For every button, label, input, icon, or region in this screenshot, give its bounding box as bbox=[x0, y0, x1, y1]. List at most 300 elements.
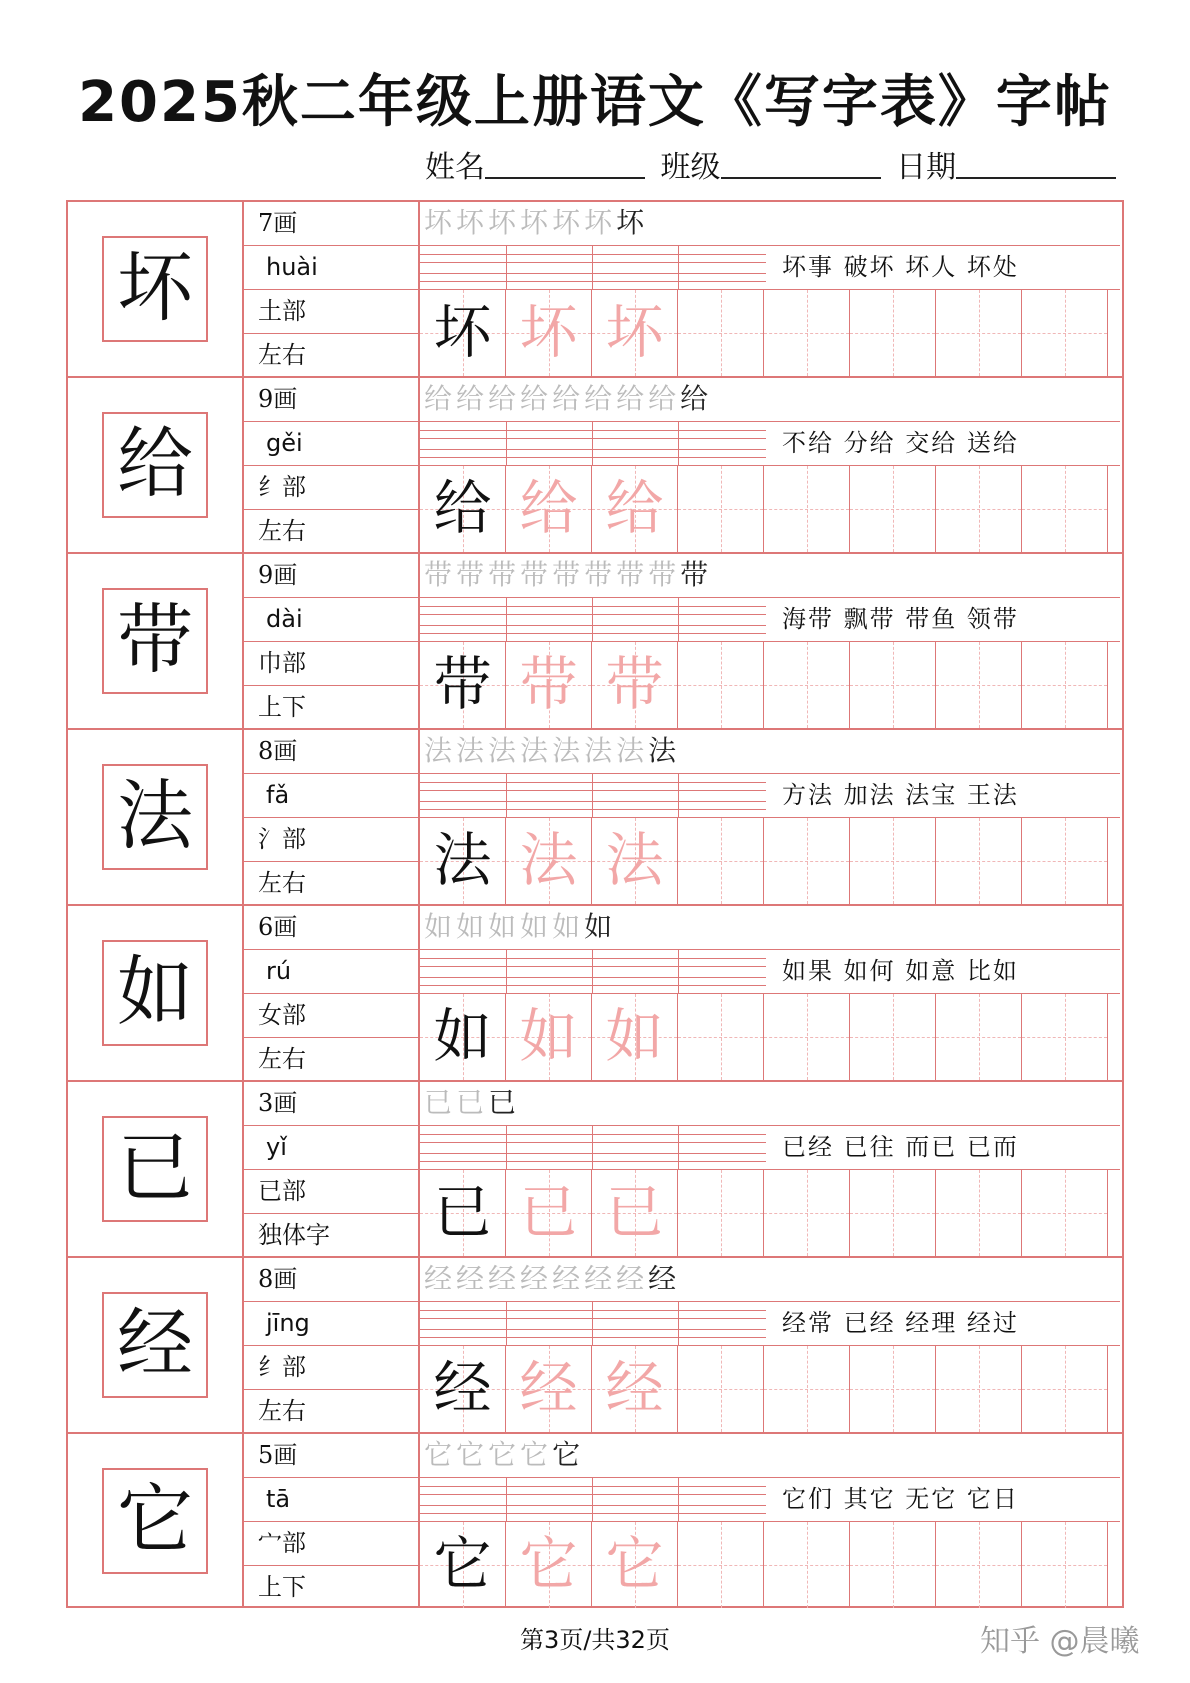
rule-divider bbox=[592, 246, 593, 289]
trace-character: 它 bbox=[605, 1530, 664, 1598]
stroke-order-step: 它 bbox=[488, 1438, 521, 1471]
trace-character: 经 bbox=[605, 1354, 664, 1422]
example-character: 法 bbox=[433, 826, 492, 894]
practice-cell[interactable] bbox=[420, 642, 506, 728]
model-cell bbox=[68, 1082, 244, 1256]
character-info bbox=[244, 1082, 420, 1256]
word-examples: 不给 分给 交给 送给 bbox=[766, 422, 1120, 466]
rule-line bbox=[420, 1153, 766, 1154]
model-character: 坏 bbox=[102, 236, 208, 342]
rule-divider bbox=[678, 1478, 679, 1521]
practice-grid bbox=[420, 290, 1120, 376]
practice-cell[interactable] bbox=[850, 466, 936, 552]
stroke-order bbox=[420, 1258, 1120, 1302]
rule-line bbox=[420, 1161, 766, 1162]
stroke-order-step: 它 bbox=[552, 1438, 585, 1471]
pinyin-writing-lines[interactable] bbox=[420, 1302, 766, 1346]
pinyin-writing-lines[interactable] bbox=[420, 598, 766, 642]
practice-cell[interactable] bbox=[592, 818, 678, 904]
pinyin-writing-lines[interactable] bbox=[420, 422, 766, 466]
character-info bbox=[244, 378, 420, 552]
stroke-count: 6画 bbox=[244, 906, 418, 950]
practice-cell[interactable] bbox=[506, 994, 592, 1080]
stroke-count: 9画 bbox=[244, 554, 418, 598]
rule-line bbox=[420, 790, 766, 791]
pinyin: fǎ bbox=[244, 774, 418, 818]
practice-grid bbox=[420, 642, 1120, 728]
practice-cell[interactable] bbox=[850, 642, 936, 728]
character-info bbox=[244, 202, 420, 376]
rule-divider bbox=[592, 774, 593, 817]
page-number: 第3页/共32页 bbox=[520, 1626, 670, 1654]
model-character: 带 bbox=[102, 588, 208, 694]
stroke-order bbox=[420, 730, 1120, 774]
practice-cell[interactable] bbox=[1022, 1170, 1108, 1256]
stroke-order-step: 法 bbox=[488, 734, 521, 767]
stroke-order-step: 经 bbox=[520, 1262, 553, 1295]
practice-cell[interactable] bbox=[420, 466, 506, 552]
trace-character: 坏 bbox=[519, 298, 578, 366]
practice-cell[interactable] bbox=[850, 290, 936, 376]
rule-divider bbox=[592, 950, 593, 993]
rule-line bbox=[420, 1310, 766, 1311]
pinyin-writing-lines[interactable] bbox=[420, 950, 766, 994]
practice-cell[interactable] bbox=[592, 642, 678, 728]
rule-line bbox=[420, 1494, 766, 1495]
page-title: 2025秋二年级上册语文《写字表》字帖 bbox=[78, 70, 1112, 135]
stroke-order-step: 给 bbox=[584, 382, 617, 415]
stroke-order-step: 如 bbox=[584, 910, 617, 943]
stroke-order-step: 经 bbox=[488, 1262, 521, 1295]
rule-line bbox=[420, 1505, 766, 1506]
stroke-order-step: 如 bbox=[424, 910, 457, 943]
name-blank[interactable] bbox=[485, 149, 645, 179]
rule-line bbox=[420, 449, 766, 450]
rule-divider bbox=[678, 246, 679, 289]
rule-line bbox=[420, 273, 766, 274]
stroke-order-step: 经 bbox=[456, 1262, 489, 1295]
pinyin: dài bbox=[244, 598, 418, 642]
rule-divider bbox=[506, 246, 507, 289]
rule-divider bbox=[592, 422, 593, 465]
pinyin: tā bbox=[244, 1478, 418, 1522]
rule-line bbox=[420, 281, 766, 282]
pinyin-writing-lines[interactable] bbox=[420, 246, 766, 290]
model-character: 给 bbox=[102, 412, 208, 518]
rule-line bbox=[420, 809, 766, 810]
character-row bbox=[68, 554, 1122, 730]
stroke-order-step: 给 bbox=[648, 382, 681, 415]
rule-line bbox=[420, 958, 766, 959]
model-character: 经 bbox=[102, 1292, 208, 1398]
structure: 左右 bbox=[258, 517, 306, 545]
word-examples: 如果 如何 如意 比如 bbox=[766, 950, 1120, 994]
stroke-order-step: 如 bbox=[520, 910, 553, 943]
rule-line bbox=[420, 614, 766, 615]
practice-cell[interactable] bbox=[936, 1346, 1022, 1432]
practice-cell[interactable] bbox=[936, 1522, 1022, 1608]
character-row bbox=[68, 1434, 1122, 1610]
character-row bbox=[68, 1258, 1122, 1434]
rule-line bbox=[420, 438, 766, 439]
structure: 左右 bbox=[258, 1045, 306, 1073]
stroke-order bbox=[420, 906, 1120, 950]
model-character: 法 bbox=[102, 764, 208, 870]
rule-line bbox=[420, 1513, 766, 1514]
trace-character: 已 bbox=[605, 1178, 664, 1246]
practice-cell[interactable] bbox=[764, 290, 850, 376]
practice-cell[interactable] bbox=[592, 290, 678, 376]
stroke-order-step: 带 bbox=[488, 558, 521, 591]
trace-character: 如 bbox=[605, 1002, 664, 1070]
practice-cell[interactable] bbox=[850, 818, 936, 904]
rule-line bbox=[420, 966, 766, 967]
stroke-order-step: 它 bbox=[520, 1438, 553, 1471]
stroke-order-step: 坏 bbox=[616, 206, 649, 239]
practice-cell[interactable] bbox=[678, 1170, 764, 1256]
rule-divider bbox=[592, 1126, 593, 1169]
model-cell bbox=[68, 1258, 244, 1432]
practice-cell[interactable] bbox=[420, 290, 506, 376]
rule-divider bbox=[506, 1478, 507, 1521]
word-examples: 已经 已往 而已 已而 bbox=[766, 1126, 1120, 1170]
practice-cell[interactable] bbox=[764, 1346, 850, 1432]
stroke-order-step: 已 bbox=[456, 1086, 489, 1119]
pinyin-writing-lines[interactable] bbox=[420, 1478, 766, 1522]
pinyin: gěi bbox=[244, 422, 418, 466]
trace-character: 法 bbox=[605, 826, 664, 894]
stroke-order-step: 经 bbox=[616, 1262, 649, 1295]
stroke-order-step: 法 bbox=[648, 734, 681, 767]
practice-cell[interactable] bbox=[764, 994, 850, 1080]
practice-cell[interactable] bbox=[936, 290, 1022, 376]
practice-cell[interactable] bbox=[850, 1170, 936, 1256]
practice-cell[interactable] bbox=[1022, 290, 1108, 376]
stroke-order-step: 已 bbox=[424, 1086, 457, 1119]
rule-line bbox=[420, 606, 766, 607]
practice-cell[interactable] bbox=[850, 1346, 936, 1432]
stroke-order-step: 带 bbox=[616, 558, 649, 591]
stroke-order-step: 如 bbox=[488, 910, 521, 943]
practice-cell[interactable] bbox=[1022, 642, 1108, 728]
rule-divider bbox=[506, 422, 507, 465]
date-blank[interactable] bbox=[956, 149, 1116, 179]
rule-divider bbox=[678, 1126, 679, 1169]
model-cell bbox=[68, 906, 244, 1080]
stroke-order-step: 已 bbox=[488, 1086, 521, 1119]
practice-cell[interactable] bbox=[506, 466, 592, 552]
practice-cell[interactable] bbox=[764, 1170, 850, 1256]
character-info bbox=[244, 554, 420, 728]
stroke-order-step: 法 bbox=[424, 734, 457, 767]
trace-character: 已 bbox=[519, 1178, 578, 1246]
stroke-order bbox=[420, 1434, 1120, 1478]
class-blank[interactable] bbox=[721, 149, 881, 179]
stroke-order-step: 坏 bbox=[584, 206, 617, 239]
character-info bbox=[244, 1258, 420, 1432]
practice-grid bbox=[420, 994, 1120, 1080]
stroke-order-step: 坏 bbox=[520, 206, 553, 239]
rule-divider bbox=[678, 598, 679, 641]
stroke-order-step: 经 bbox=[584, 1262, 617, 1295]
stroke-order-step: 带 bbox=[648, 558, 681, 591]
model-cell bbox=[68, 202, 244, 376]
class-label: 班级 bbox=[660, 150, 721, 185]
word-examples: 坏事 破坏 坏人 坏处 bbox=[766, 246, 1120, 290]
rule-divider bbox=[592, 1478, 593, 1521]
stroke-count: 3画 bbox=[244, 1082, 418, 1126]
radical: 女部 bbox=[244, 994, 418, 1038]
pinyin: jīng bbox=[244, 1302, 418, 1346]
practice-cell[interactable] bbox=[592, 1346, 678, 1432]
practice-cell[interactable] bbox=[506, 290, 592, 376]
practice-cell[interactable] bbox=[678, 994, 764, 1080]
rule-divider bbox=[678, 1302, 679, 1345]
date-label: 日期 bbox=[896, 150, 957, 185]
rule-line bbox=[420, 985, 766, 986]
practice-cell[interactable] bbox=[592, 466, 678, 552]
character-info bbox=[244, 906, 420, 1080]
student-info bbox=[425, 142, 1122, 186]
practice-cell[interactable] bbox=[678, 1522, 764, 1608]
practice-cell[interactable] bbox=[506, 1522, 592, 1608]
stroke-order-step: 经 bbox=[552, 1262, 585, 1295]
example-character: 如 bbox=[433, 1002, 492, 1070]
practice-cell[interactable] bbox=[506, 1170, 592, 1256]
practice-cell[interactable] bbox=[678, 1346, 764, 1432]
example-character: 坏 bbox=[433, 298, 492, 366]
rule-line bbox=[420, 430, 766, 431]
rule-divider bbox=[678, 950, 679, 993]
rule-line bbox=[420, 977, 766, 978]
practice-cell[interactable] bbox=[764, 818, 850, 904]
rule-divider bbox=[506, 1126, 507, 1169]
pinyin-writing-lines[interactable] bbox=[420, 774, 766, 818]
practice-grid bbox=[420, 1346, 1120, 1432]
practice-grid bbox=[420, 1522, 1120, 1608]
stroke-order-step: 法 bbox=[616, 734, 649, 767]
rule-line bbox=[420, 1142, 766, 1143]
rule-line bbox=[420, 1134, 766, 1135]
stroke-order-step: 给 bbox=[680, 382, 713, 415]
practice-grid bbox=[420, 818, 1120, 904]
stroke-order-step: 法 bbox=[584, 734, 617, 767]
stroke-order-step: 坏 bbox=[424, 206, 457, 239]
rule-line bbox=[420, 782, 766, 783]
radical: 巾部 bbox=[244, 642, 418, 686]
practice-cell[interactable] bbox=[420, 818, 506, 904]
practice-cell[interactable] bbox=[764, 642, 850, 728]
practice-cell[interactable] bbox=[764, 1522, 850, 1608]
structure: 左右 bbox=[258, 869, 306, 897]
rule-line bbox=[420, 1337, 766, 1338]
stroke-order-step: 坏 bbox=[488, 206, 521, 239]
rule-divider bbox=[678, 422, 679, 465]
structure: 左右 bbox=[258, 1397, 306, 1425]
stroke-order-step: 给 bbox=[552, 382, 585, 415]
rule-line bbox=[420, 457, 766, 458]
stroke-order-step: 带 bbox=[424, 558, 457, 591]
practice-cell[interactable] bbox=[420, 1522, 506, 1608]
stroke-order bbox=[420, 554, 1120, 598]
trace-character: 如 bbox=[519, 1002, 578, 1070]
stroke-order-step: 如 bbox=[552, 910, 585, 943]
pinyin: yǐ bbox=[244, 1126, 418, 1170]
pinyin: rú bbox=[244, 950, 418, 994]
practice-cell[interactable] bbox=[1022, 1522, 1108, 1608]
practice-cell[interactable] bbox=[506, 1346, 592, 1432]
practice-cell[interactable] bbox=[936, 1170, 1022, 1256]
pinyin: huài bbox=[244, 246, 418, 290]
radical: 土部 bbox=[244, 290, 418, 334]
practice-cell[interactable] bbox=[678, 290, 764, 376]
word-examples: 它们 其它 无它 它日 bbox=[766, 1478, 1120, 1522]
stroke-count: 8画 bbox=[244, 1258, 418, 1302]
practice-cell[interactable] bbox=[678, 642, 764, 728]
trace-character: 坏 bbox=[605, 298, 664, 366]
stroke-order-step: 给 bbox=[488, 382, 521, 415]
character-row bbox=[68, 730, 1122, 906]
stroke-order-step: 给 bbox=[520, 382, 553, 415]
practice-cell[interactable] bbox=[592, 1522, 678, 1608]
trace-character: 它 bbox=[519, 1530, 578, 1598]
character-row bbox=[68, 906, 1122, 1082]
practice-cell[interactable] bbox=[592, 994, 678, 1080]
practice-cell[interactable] bbox=[506, 818, 592, 904]
trace-character: 法 bbox=[519, 826, 578, 894]
practice-cell[interactable] bbox=[1022, 818, 1108, 904]
rule-line bbox=[420, 801, 766, 802]
rule-line bbox=[420, 633, 766, 634]
stroke-order-step: 法 bbox=[520, 734, 553, 767]
stroke-count: 8画 bbox=[244, 730, 418, 774]
practice-cell[interactable] bbox=[678, 466, 764, 552]
stroke-order-step: 带 bbox=[456, 558, 489, 591]
trace-character: 给 bbox=[605, 474, 664, 542]
rule-divider bbox=[506, 950, 507, 993]
word-examples: 海带 飘带 带鱼 领带 bbox=[766, 598, 1120, 642]
model-cell bbox=[68, 730, 244, 904]
stroke-order-step: 坏 bbox=[552, 206, 585, 239]
practice-grid bbox=[420, 466, 1120, 552]
stroke-order-step: 给 bbox=[616, 382, 649, 415]
example-character: 已 bbox=[433, 1178, 492, 1246]
rule-divider bbox=[506, 1302, 507, 1345]
model-character: 已 bbox=[102, 1116, 208, 1222]
stroke-order bbox=[420, 202, 1120, 246]
radical: 纟部 bbox=[244, 1346, 418, 1390]
stroke-count: 7画 bbox=[244, 202, 418, 246]
stroke-count: 5画 bbox=[244, 1434, 418, 1478]
practice-cell[interactable] bbox=[420, 1346, 506, 1432]
structure: 左右 bbox=[258, 341, 306, 369]
rule-line bbox=[420, 625, 766, 626]
rule-line bbox=[420, 262, 766, 263]
watermark: 知乎 @晨曦 bbox=[980, 1624, 1140, 1659]
stroke-order-step: 它 bbox=[456, 1438, 489, 1471]
practice-cell[interactable] bbox=[1022, 466, 1108, 552]
example-character: 带 bbox=[433, 650, 492, 718]
stroke-order-step: 经 bbox=[424, 1262, 457, 1295]
radical: 已部 bbox=[244, 1170, 418, 1214]
character-row bbox=[68, 1082, 1122, 1258]
word-examples: 方法 加法 法宝 王法 bbox=[766, 774, 1120, 818]
trace-character: 带 bbox=[605, 650, 664, 718]
stroke-order-step: 它 bbox=[424, 1438, 457, 1471]
practice-cell[interactable] bbox=[936, 818, 1022, 904]
rule-divider bbox=[506, 598, 507, 641]
rule-line bbox=[420, 254, 766, 255]
stroke-order-step: 法 bbox=[552, 734, 585, 767]
stroke-order-step: 如 bbox=[456, 910, 489, 943]
rule-divider bbox=[678, 774, 679, 817]
practice-cell[interactable] bbox=[678, 818, 764, 904]
practice-cell[interactable] bbox=[420, 994, 506, 1080]
model-character: 如 bbox=[102, 940, 208, 1046]
practice-grid bbox=[420, 1170, 1120, 1256]
rule-line bbox=[420, 1329, 766, 1330]
practice-cell[interactable] bbox=[506, 642, 592, 728]
practice-cell[interactable] bbox=[420, 1170, 506, 1256]
character-info bbox=[244, 1434, 420, 1608]
example-character: 给 bbox=[433, 474, 492, 542]
structure: 独体字 bbox=[258, 1221, 330, 1249]
stroke-order-step: 法 bbox=[456, 734, 489, 767]
practice-cell[interactable] bbox=[592, 1170, 678, 1256]
practice-sheet bbox=[66, 200, 1124, 1608]
name-label: 姓名 bbox=[425, 150, 485, 185]
practice-cell[interactable] bbox=[1022, 1346, 1108, 1432]
trace-character: 带 bbox=[519, 650, 578, 718]
structure: 上下 bbox=[258, 1573, 306, 1601]
practice-cell[interactable] bbox=[764, 466, 850, 552]
practice-cell[interactable] bbox=[1022, 994, 1108, 1080]
stroke-order-step: 带 bbox=[552, 558, 585, 591]
radical: 纟部 bbox=[244, 466, 418, 510]
word-examples: 经常 已经 经理 经过 bbox=[766, 1302, 1120, 1346]
stroke-order-step: 坏 bbox=[456, 206, 489, 239]
practice-cell[interactable] bbox=[850, 1522, 936, 1608]
model-cell bbox=[68, 1434, 244, 1608]
stroke-order-step: 带 bbox=[680, 558, 713, 591]
stroke-order-step: 给 bbox=[424, 382, 457, 415]
stroke-order-step: 给 bbox=[456, 382, 489, 415]
stroke-count: 9画 bbox=[244, 378, 418, 422]
rule-line bbox=[420, 1318, 766, 1319]
rule-divider bbox=[592, 1302, 593, 1345]
trace-character: 给 bbox=[519, 474, 578, 542]
radical: 氵部 bbox=[244, 818, 418, 862]
stroke-order bbox=[420, 1082, 1120, 1126]
stroke-order-step: 经 bbox=[648, 1262, 681, 1295]
example-character: 它 bbox=[433, 1530, 492, 1598]
rule-divider bbox=[506, 774, 507, 817]
radical: 宀部 bbox=[244, 1522, 418, 1566]
practice-cell[interactable] bbox=[850, 994, 936, 1080]
structure: 上下 bbox=[258, 693, 306, 721]
rule-divider bbox=[592, 598, 593, 641]
trace-character: 经 bbox=[519, 1354, 578, 1422]
character-info bbox=[244, 730, 420, 904]
model-cell bbox=[68, 554, 244, 728]
stroke-order-step: 带 bbox=[584, 558, 617, 591]
practice-cell[interactable] bbox=[936, 994, 1022, 1080]
practice-cell[interactable] bbox=[936, 642, 1022, 728]
model-character: 它 bbox=[102, 1468, 208, 1574]
practice-cell[interactable] bbox=[936, 466, 1022, 552]
rule-line bbox=[420, 1486, 766, 1487]
pinyin-writing-lines[interactable] bbox=[420, 1126, 766, 1170]
